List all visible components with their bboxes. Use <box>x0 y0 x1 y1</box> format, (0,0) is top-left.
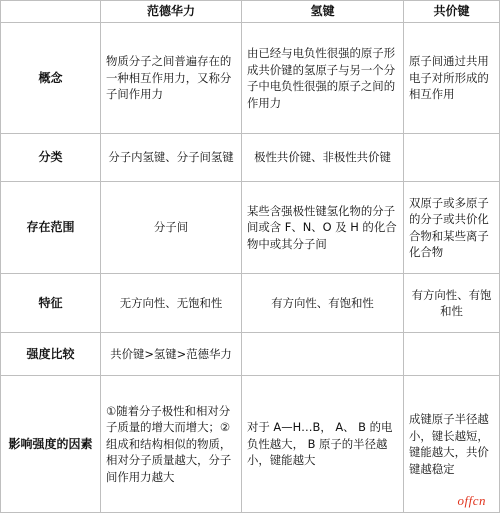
cell-class-vdw: 分子内氢键、分子间氢键 <box>101 134 242 182</box>
table-row <box>1 23 500 134</box>
cell-strength-empty-2 <box>404 333 500 376</box>
cell-factors-vdw: ①随着分子极性和相对分子质量的增大而增大；②组成和结构相似的物质，相对分子质量越大，分子间作用力越大 <box>101 376 242 513</box>
cell-concept-covalent: 原子间通过共用电子对所形成的相互作用 <box>404 23 500 134</box>
row-label-classification: 分类 <box>1 134 101 182</box>
cell-factors-hbond: 对于 A—H…B， A、 B 的电负性越大， B 原子的半径越小，键能越大 <box>242 376 404 513</box>
cell-concept-hbond: 由已经与电负性很强的原子形成共价键的氢原子与另一个分子中电负性很强的原子之间的作用力 <box>242 23 404 134</box>
row-label-factors: 影响强度的因素 <box>1 376 101 513</box>
cell-strength-compare: 共价键>氢键>范德华力 <box>101 333 242 376</box>
table-row <box>1 274 500 333</box>
table-row <box>1 333 500 376</box>
table-row <box>1 182 500 274</box>
header-covalent: 共价键 <box>404 1 500 23</box>
cell-features-covalent: 有方向性、有饱和性 <box>404 274 500 333</box>
cell-scope-covalent: 双原子或多原子的分子或共价化合物和某些离子化合物 <box>404 182 500 274</box>
header-hbond: 氢键 <box>242 1 404 23</box>
table-row <box>1 376 500 513</box>
cell-factors-covalent: 成键原子半径越小，键长越短，键能越大，共价键越稳定 <box>404 376 500 513</box>
cell-strength-empty-1 <box>242 333 404 376</box>
row-label-scope: 存在范围 <box>1 182 101 274</box>
row-label-concept: 概念 <box>1 23 101 134</box>
offcn-watermark: offcn <box>457 493 486 508</box>
row-label-strength: 强度比较 <box>1 333 101 376</box>
header-vdw: 范德华力 <box>101 1 242 23</box>
header-corner <box>1 1 101 23</box>
table-row <box>1 134 500 182</box>
cell-scope-hbond: 某些含强极性键氢化物的分子间或含 F、N、O 及 H 的化合物中或其分子间 <box>242 182 404 274</box>
cell-class-covalent <box>404 134 500 182</box>
cell-features-vdw: 无方向性、无饱和性 <box>101 274 242 333</box>
cell-scope-vdw: 分子间 <box>101 182 242 274</box>
cell-features-hbond: 有方向性、有饱和性 <box>242 274 404 333</box>
header-row <box>1 1 500 23</box>
cell-concept-vdw: 物质分子之间普遍存在的一种相互作用力，又称分子间作用力 <box>101 23 242 134</box>
row-label-features: 特征 <box>1 274 101 333</box>
cell-class-hbond: 极性共价键、非极性共价键 <box>242 134 404 182</box>
